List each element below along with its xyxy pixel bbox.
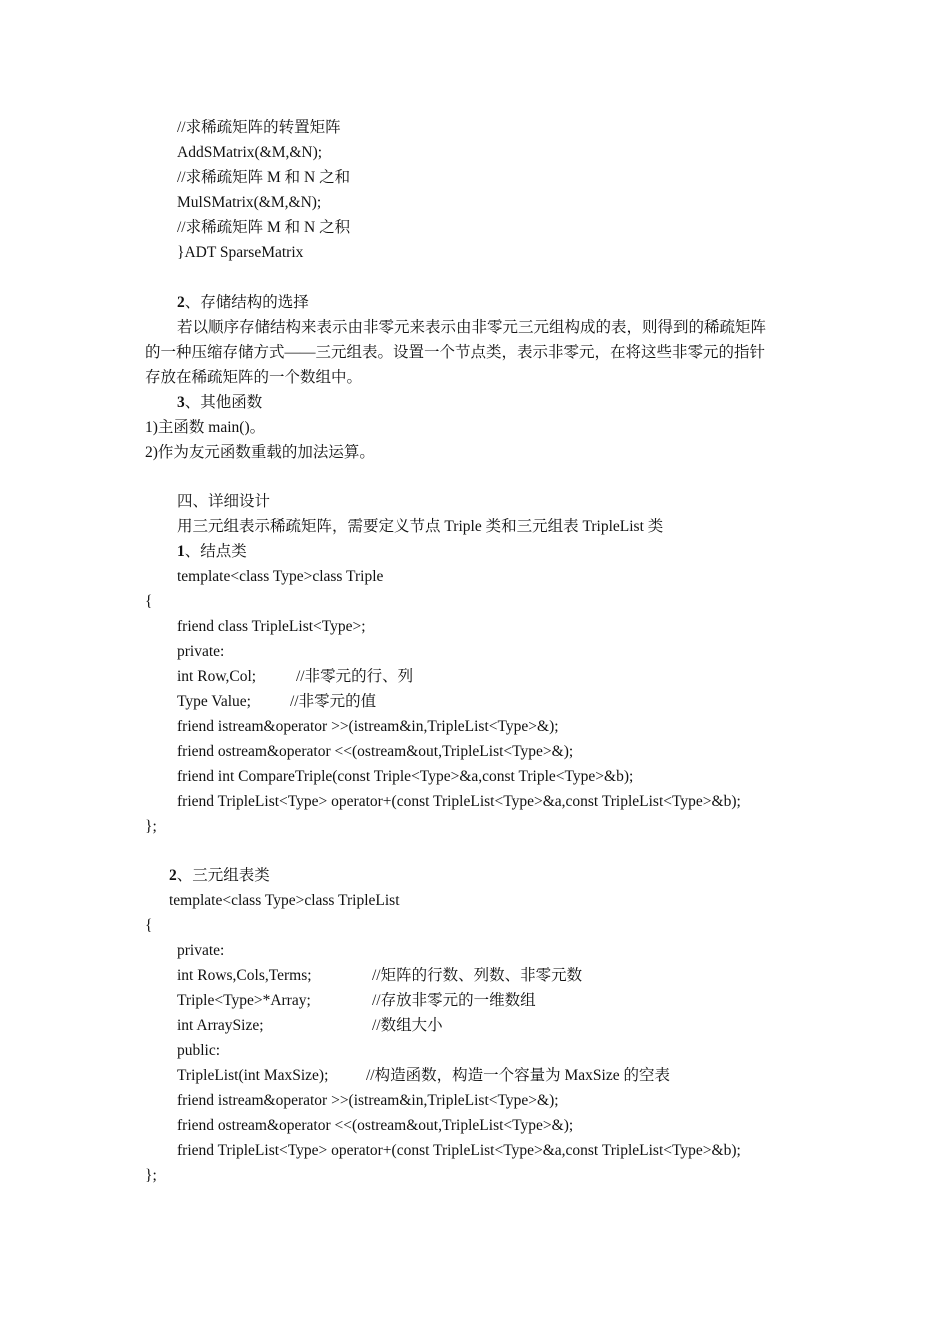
triplelist-array-code: Triple<Type>*Array; <box>177 992 311 1009</box>
triplelist-open-brace: { <box>145 917 153 934</box>
triple-template: template<class Type>class Triple <box>177 568 384 585</box>
triple-istream: friend istream&operator >>(istream&in,TripleList<Type>&); <box>177 718 559 735</box>
code-addsmatrix: AddSMatrix(&M,&N); <box>177 144 323 161</box>
storage-para-line2: 的一种压缩存储方式——三元组表。设置一个节点类，表示非零元，在将这些非零元的指针 <box>145 344 766 361</box>
triplelist-size-comment: //数组大小 <box>372 1017 443 1034</box>
storage-para-line3: 存放在稀疏矩阵的一个数组中。 <box>145 369 363 386</box>
code-mulsmatrix: MulSMatrix(&M,&N); <box>177 194 322 211</box>
triplelist-template: template<class Type>class TripleList <box>169 892 400 909</box>
triplelist-private: private: <box>177 942 225 959</box>
other-funcs-item2: 2)作为友元函数重载的加法运算。 <box>145 444 375 461</box>
other-funcs-item1: 1)主函数 main()。 <box>145 419 266 436</box>
triplelist-public: public: <box>177 1042 221 1059</box>
triple-heading-num: 1 <box>177 543 185 560</box>
triplelist-ctor-comment: //构造函数，构造一个容量为 MaxSize 的空表 <box>366 1067 670 1084</box>
triplelist-rows-comment: //矩阵的行数、列数、非零元数 <box>372 967 583 984</box>
triple-compare: friend int CompareTriple(const Triple<Type>&a,const Triple<Type>&b); <box>177 768 634 785</box>
code-adt-end: }ADT SparseMatrix <box>177 244 304 261</box>
comment-product: //求稀疏矩阵 M 和 N 之积 <box>177 219 351 236</box>
comment-sum: //求稀疏矩阵 M 和 N 之和 <box>177 169 351 186</box>
triple-open-brace: { <box>145 593 153 610</box>
triplelist-istream: friend istream&operator >>(istream&in,TripleList<Type>&); <box>177 1092 559 1109</box>
detail-intro: 用三元组表示稀疏矩阵，需要定义节点 Triple 类和三元组表 TripleList 类 <box>177 518 664 535</box>
triple-friend-class: friend class TripleList<Type>; <box>177 618 366 635</box>
triple-ostream: friend ostream&operator <<(ostream&out,TripleList<Type>&); <box>177 743 574 760</box>
triplelist-heading-text: 、三元组表类 <box>176 867 270 884</box>
triple-heading-text: 、结点类 <box>184 543 247 560</box>
triple-private: private: <box>177 643 225 660</box>
triple-close-brace: }; <box>145 818 157 835</box>
storage-heading <box>177 293 309 313</box>
other-funcs-heading <box>177 393 262 413</box>
triplelist-ctor-code: TripleList(int MaxSize); <box>177 1067 329 1084</box>
triple-plus: friend TripleList<Type> operator+(const TripleList<Type>&a,const TripleList<Type>&b); <box>177 793 741 810</box>
triplelist-size-code: int ArraySize; <box>177 1017 264 1034</box>
storage-heading-num: 2 <box>177 294 185 311</box>
triplelist-array-comment: //存放非零元的一维数组 <box>372 992 536 1009</box>
triplelist-ostream: friend ostream&operator <<(ostream&out,TripleList<Type>&); <box>177 1117 574 1134</box>
other-funcs-text: 、其他函数 <box>184 394 263 411</box>
other-funcs-num: 3 <box>177 394 185 411</box>
triplelist-plus: friend TripleList<Type> operator+(const TripleList<Type>&a,const TripleList<Type>&b); <box>177 1142 741 1159</box>
triple-rowcol-comment: //非零元的行、列 <box>296 668 414 685</box>
triplelist-heading <box>169 866 270 886</box>
storage-para-line1: 若以顺序存储结构来表示由非零元来表示由非零元三元组构成的表，则得到的稀疏矩阵 <box>177 319 767 336</box>
triple-value-code: Type Value; <box>177 693 251 710</box>
triple-rowcol-code: int Row,Col; <box>177 668 257 685</box>
triple-heading <box>177 542 247 562</box>
triplelist-rows-code: int Rows,Cols,Terms; <box>177 967 312 984</box>
detail-heading: 四、详细设计 <box>177 493 271 510</box>
triplelist-heading-num: 2 <box>169 867 177 884</box>
triplelist-close-brace: }; <box>145 1167 157 1184</box>
triple-value-comment: //非零元的值 <box>290 693 377 710</box>
storage-heading-text: 、存储结构的选择 <box>184 294 309 311</box>
comment-transpose: //求稀疏矩阵的转置矩阵 <box>177 119 341 136</box>
